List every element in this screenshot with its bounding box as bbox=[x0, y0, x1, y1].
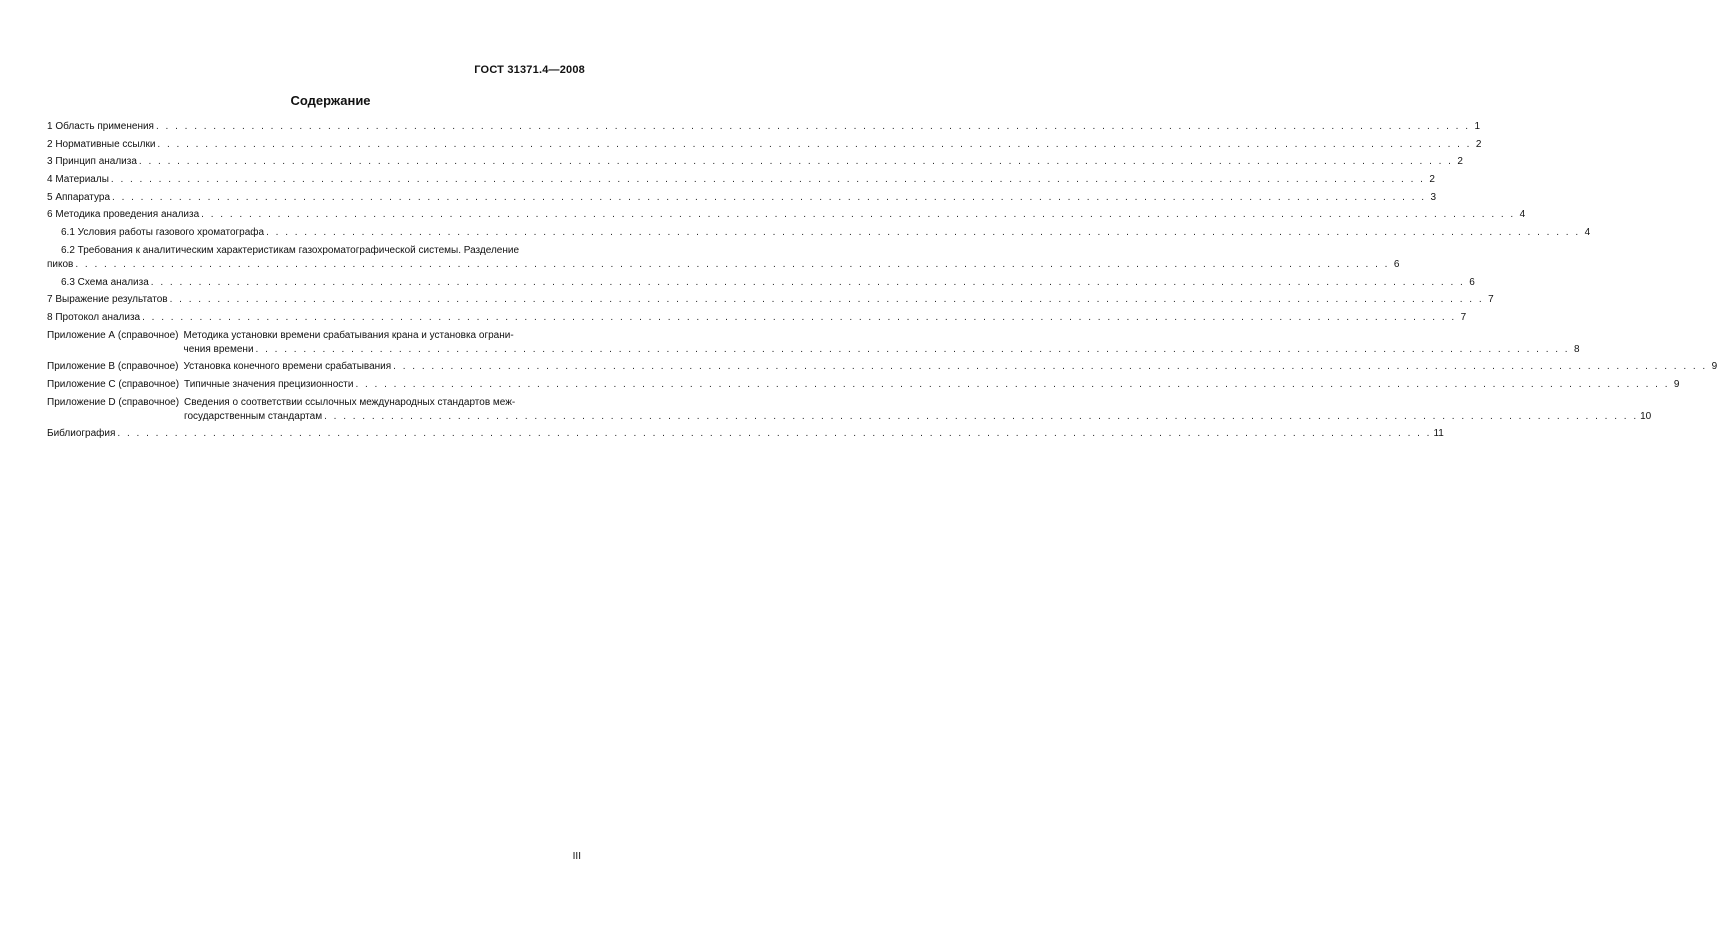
toc-title: Содержание bbox=[290, 93, 371, 108]
toc-entry-4[interactable] bbox=[47, 173, 1435, 187]
toc-entry-text: 5 Аппаратура bbox=[47, 191, 111, 203]
toc-entry-text: 6.2 Требования к аналитическим характеристикам газохроматографической системы. Разделение bbox=[61, 244, 520, 256]
toc-entry-page: 7 bbox=[1460, 311, 1467, 323]
dot-leader bbox=[324, 410, 1638, 424]
toc-entry-text: 6.1 Условия работы газового хроматографа bbox=[61, 227, 265, 239]
toc-entry-6[interactable] bbox=[47, 208, 1526, 222]
appendix-page: 9 bbox=[1673, 378, 1680, 390]
dot-leader bbox=[112, 191, 1426, 205]
appendix-label: Приложение С (справочное) bbox=[47, 378, 180, 390]
toc-entry-page: 3 bbox=[1430, 191, 1437, 203]
dot-leader bbox=[256, 343, 1570, 357]
toc-entry-8[interactable] bbox=[47, 311, 1467, 325]
toc-entry-page: 4 bbox=[1584, 227, 1591, 239]
appendix-text: Методика установки времени срабатывания крана и установка ограни- bbox=[183, 329, 514, 341]
toc-entry-6-1[interactable] bbox=[47, 226, 1591, 240]
dot-leader bbox=[142, 311, 1456, 325]
toc-bibliography[interactable] bbox=[47, 427, 1444, 441]
toc-appendix-d[interactable] bbox=[47, 396, 1652, 424]
toc-entry-text: 6 Методика проведения анализа bbox=[47, 209, 200, 221]
toc-entry-page: 2 bbox=[1475, 138, 1482, 150]
appendix-label: Приложение D (справочное) bbox=[47, 396, 180, 408]
toc-entry-text: 7 Выражение результатов bbox=[47, 294, 168, 306]
toc-entry-text: 1 Область применения bbox=[47, 121, 154, 132]
dot-leader bbox=[117, 427, 1431, 441]
dot-leader bbox=[139, 155, 1453, 169]
dot-leader bbox=[266, 226, 1580, 240]
appendix-page: 8 bbox=[1574, 343, 1580, 355]
page-number: III bbox=[572, 851, 581, 862]
toc-entry-text: Библиография bbox=[47, 428, 116, 440]
toc-entry-2[interactable] bbox=[47, 138, 1482, 152]
appendix-text-continued: государственным стандартам bbox=[184, 410, 323, 422]
toc-entry-page: 6 bbox=[1393, 258, 1400, 270]
dot-leader bbox=[156, 120, 1470, 134]
appendix-label: Приложение А (справочное) bbox=[47, 329, 179, 341]
appendix-page: 10 bbox=[1640, 410, 1652, 422]
toc-entry-page: 1 bbox=[1474, 121, 1481, 132]
dot-leader bbox=[201, 208, 1515, 222]
appendix-text: Сведения о соответствии ссылочных международных стандартов меж- bbox=[184, 396, 516, 408]
appendix-page: 9 bbox=[1711, 361, 1717, 373]
dot-leader bbox=[111, 173, 1425, 187]
toc-entry-page: 6 bbox=[1469, 276, 1475, 288]
dot-leader bbox=[355, 378, 1669, 392]
toc-entry-1[interactable] bbox=[47, 120, 1481, 134]
toc-entry-text: 3 Принцип анализа bbox=[47, 156, 137, 168]
toc-entry-5[interactable] bbox=[47, 191, 1437, 205]
appendix-text: Типичные значения прецизионности bbox=[184, 378, 354, 390]
toc-appendix-b[interactable] bbox=[47, 360, 1717, 374]
dot-leader bbox=[75, 258, 1389, 272]
toc-entry-text: 8 Протокол анализа bbox=[47, 311, 141, 323]
appendix-label: Приложение В (справочное) bbox=[47, 361, 179, 373]
dot-leader bbox=[393, 360, 1707, 374]
toc-entry-text-continued: пиков bbox=[47, 258, 74, 270]
document-code: ГОСТ 31371.4—2008 bbox=[474, 64, 585, 76]
toc-entry-6-3[interactable] bbox=[47, 276, 1475, 290]
appendix-text: Установка конечного времени срабатывания bbox=[183, 361, 392, 373]
toc-entry-page: 7 bbox=[1488, 294, 1494, 306]
toc-entry-3[interactable] bbox=[47, 155, 1463, 169]
toc-entry-text: 6.3 Схема анализа bbox=[61, 276, 149, 288]
table-of-contents bbox=[47, 120, 1717, 445]
toc-entry-text: 2 Нормативные ссылки bbox=[47, 138, 156, 150]
toc-entry-7[interactable] bbox=[47, 293, 1494, 307]
toc-entry-page: 2 bbox=[1457, 156, 1463, 168]
toc-entry-page: 2 bbox=[1429, 174, 1435, 186]
toc-entry-text: 4 Материалы bbox=[47, 174, 109, 186]
appendix-text-continued: чения времени bbox=[183, 343, 254, 355]
dot-leader bbox=[151, 276, 1465, 290]
toc-entry-6-2[interactable] bbox=[47, 244, 1400, 272]
toc-appendix-c[interactable] bbox=[47, 378, 1680, 392]
toc-entry-page: 4 bbox=[1519, 209, 1526, 221]
toc-entry-page: 11 bbox=[1433, 428, 1444, 440]
dot-leader bbox=[157, 138, 1471, 152]
toc-appendix-a[interactable] bbox=[47, 329, 1580, 357]
dot-leader bbox=[170, 293, 1484, 307]
